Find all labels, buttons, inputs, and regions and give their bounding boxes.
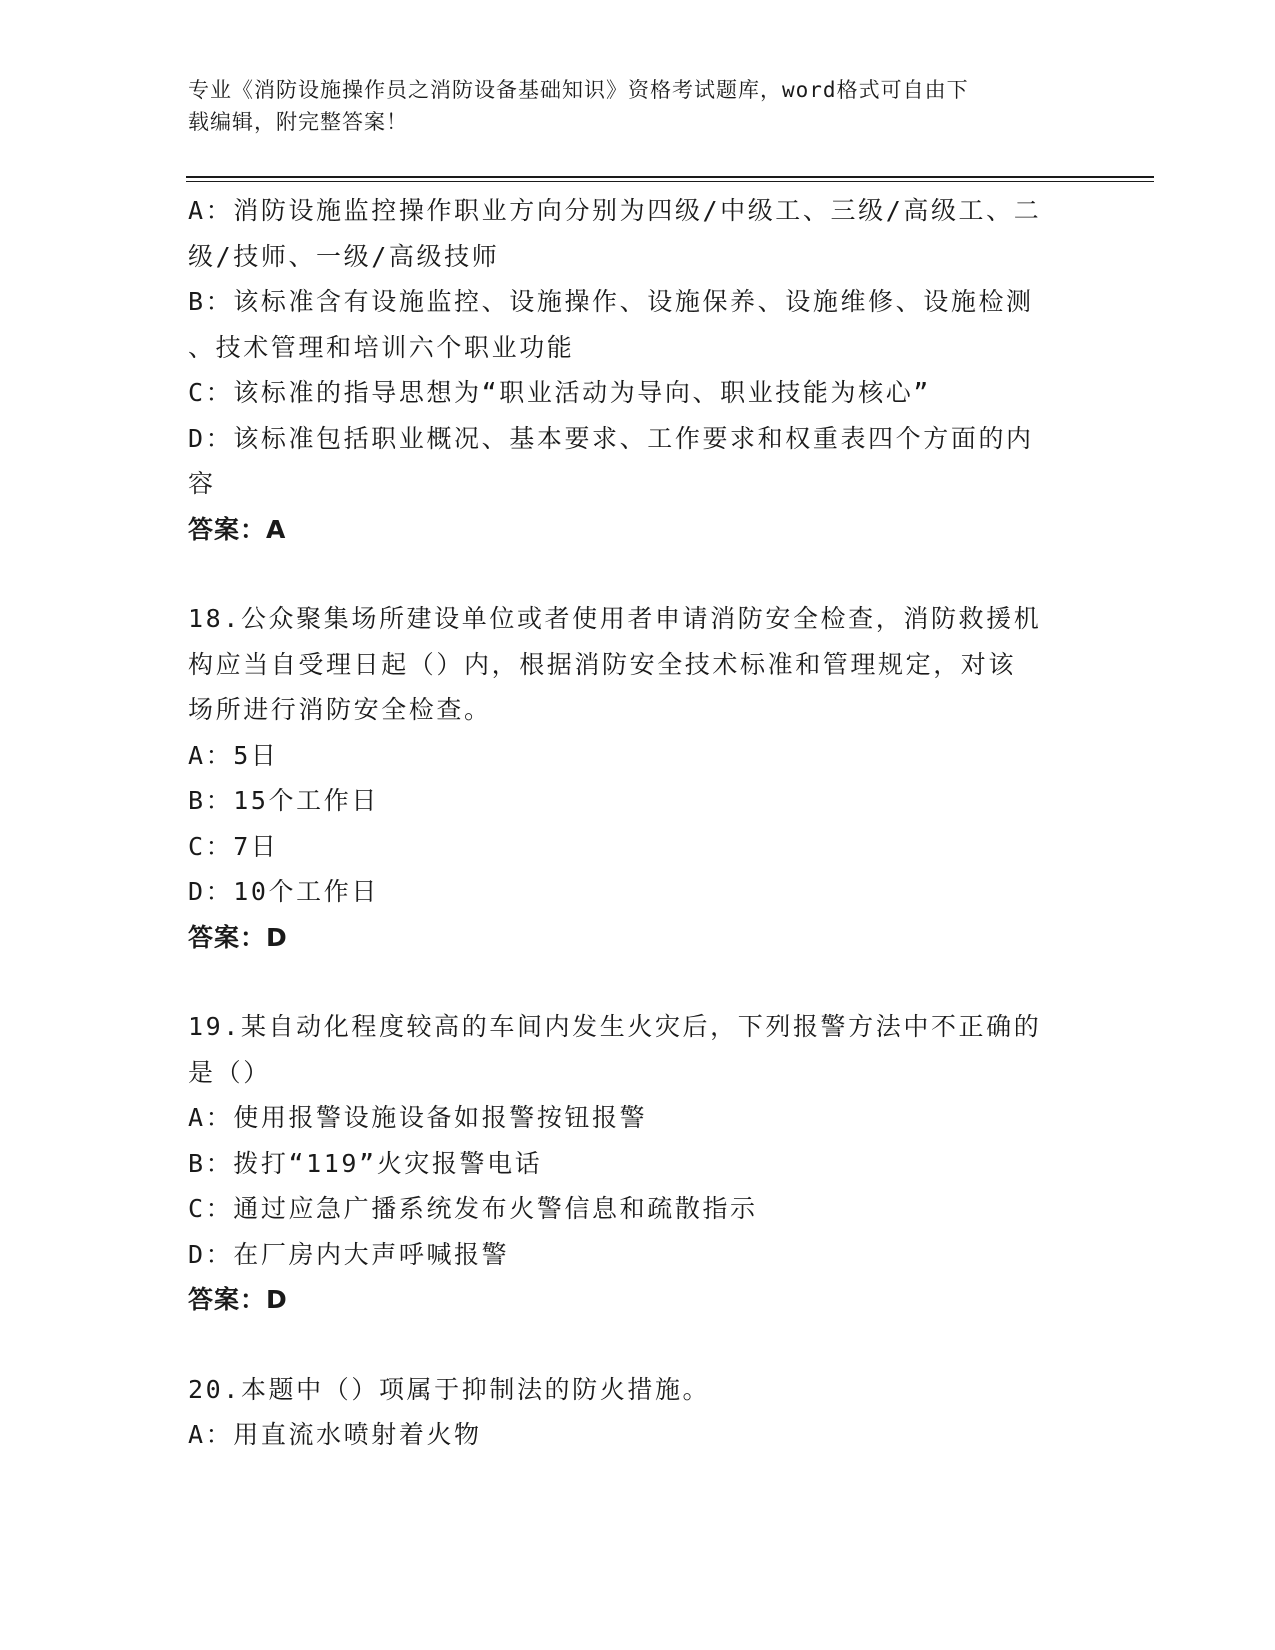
- header-divider-thin: [186, 181, 1154, 182]
- option-d: D：在厂房内大声呼喊报警: [188, 1239, 510, 1269]
- question-stem: 20.本题中（）项属于抑制法的防火措施。: [188, 1374, 711, 1404]
- option-b: B：15个工作日: [188, 786, 379, 815]
- option-c: C：该标准的指导思想为“职业活动为导向、职业技能为核心”: [188, 378, 931, 407]
- question-20: [188, 1367, 1068, 1458]
- spacer: [188, 552, 1068, 596]
- question-stem: 18.公众聚集场所建设单位或者使用者申请消防安全检查，消防救援机: [188, 604, 1042, 633]
- option-b-continued: 、技术管理和培训六个职业功能: [188, 332, 575, 362]
- option-a: A：使用报警设施设备如报警按钮报警: [188, 1103, 648, 1132]
- option-a-continued: 级/技师、一级/高级技师: [188, 241, 500, 271]
- answer: 答案：A: [188, 514, 287, 544]
- option-c: C：7日: [188, 831, 279, 861]
- question-18: [188, 596, 1068, 960]
- question-stem-continued: 构应当自受理日起（）内，根据消防安全技术标准和管理规定，对该: [188, 649, 1017, 679]
- spacer: [188, 960, 1068, 1004]
- option-b: B：该标准含有设施监控、设施操作、设施保养、设施维修、设施检测: [188, 287, 1034, 316]
- option-d: D：10个工作日: [188, 877, 379, 906]
- question-stem: 19.某自动化程度较高的车间内发生火灾后，下列报警方法中不正确的: [188, 1012, 1042, 1041]
- header-line: 专业《消防设施操作员之消防设备基础知识》资格考试题库，word格式可自由下: [188, 78, 969, 102]
- option-d-continued: 容: [188, 469, 216, 498]
- question-stem-continued: 场所进行消防安全检查。: [188, 695, 492, 724]
- document-header: [188, 74, 1068, 138]
- header-line: 载编辑，附完整答案！: [188, 110, 408, 134]
- question-stem-continued: 是（）: [188, 1057, 271, 1087]
- header-divider: [186, 176, 1154, 178]
- question-17: [188, 188, 1068, 552]
- option-a: A：消防设施监控操作职业方向分别为四级/中级工、三级/高级工、二: [188, 196, 1042, 225]
- answer: 答案：D: [188, 922, 288, 952]
- option-d: D：该标准包括职业概况、基本要求、工作要求和权重表四个方面的内: [188, 423, 1034, 453]
- spacer: [188, 1323, 1068, 1367]
- question-list: [188, 188, 1068, 1458]
- question-19: [188, 1004, 1068, 1323]
- option-a: A：5日: [188, 740, 279, 770]
- option-c: C：通过应急广播系统发布火警信息和疏散指示: [188, 1194, 758, 1223]
- option-b: B：拨打“119”火灾报警电话: [188, 1148, 543, 1178]
- option-a: A：用直流水喷射着火物: [188, 1420, 482, 1449]
- answer: 答案：D: [188, 1285, 288, 1314]
